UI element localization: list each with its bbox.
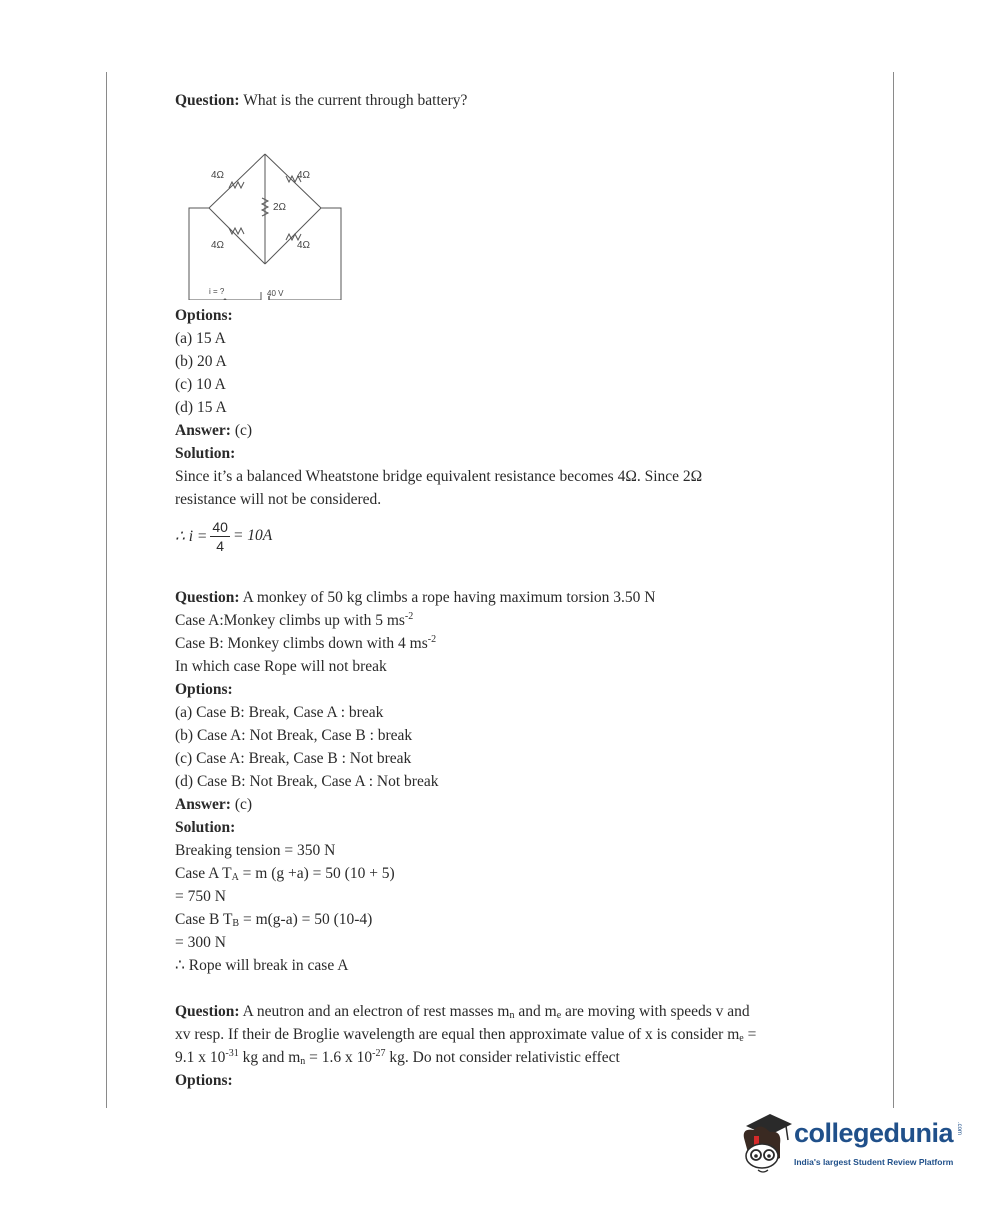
collegedunia-logo — [736, 1108, 968, 1182]
q2-option-a: (a) Case B: Break, Case A : break — [175, 704, 384, 721]
logo-com: .com — [956, 1122, 962, 1136]
document-body — [175, 89, 845, 1092]
current-label: i = ? — [209, 287, 225, 296]
q3-question-line-1: Question: A neutron and an electron of rest masses $m_n$ and $m_e$ are moving with speeds v and — [175, 1003, 750, 1021]
formula-result: = 10A — [232, 527, 273, 544]
q2-case-b-equation: Case B $T_B = m(g-a) = 50$ (10-4) — [175, 911, 373, 929]
q1-option-b: (b) 20 A — [175, 353, 227, 370]
formula-prefix: ∴ i = — [175, 527, 208, 545]
logo-wordmark: collegedunia — [794, 1118, 954, 1148]
formula-denominator: 4 — [216, 537, 225, 554]
right-margin-line — [893, 72, 894, 1108]
formula-numerator: 40 — [212, 518, 228, 535]
q1-solution-heading: Solution: — [175, 445, 236, 462]
q1-options-heading: Options: — [175, 307, 233, 324]
wheatstone-bridge-circuit — [181, 118, 361, 300]
q2-option-b: (b) Case A: Not Break, Case B : break — [175, 727, 413, 744]
formula-fraction — [210, 518, 230, 555]
q1-solution-line-1: Since it’s a balanced Wheatstone bridge equivalent resistance becomes 4Ω. Since 2Ω — [175, 468, 703, 485]
q3-question-line-2: xv resp. If their de Broglie wavelength are equal then approximate value of x is consider $m_e$ = — [175, 1026, 757, 1044]
q1-question: Question: What is the current through battery? — [175, 92, 468, 109]
q2-option-c: (c) Case A: Break, Case B : Not break — [175, 750, 412, 767]
q2-case-a-equation: Case A $T_A = m$ (g +a) = 50 (10 + 5) — [175, 865, 395, 883]
q2-case-b-result: = 300 N — [175, 934, 226, 951]
q1-formula — [175, 513, 845, 559]
q2-conclusion: ∴ Rope will break in case A — [175, 957, 349, 974]
q1-option-a: (a) 15 A — [175, 330, 226, 347]
q2-solution-heading: Solution: — [175, 819, 236, 836]
q2-options-heading: Options: — [175, 681, 233, 698]
q3-question-line-3: 9.1 x $10^{-31}$ kg and $m_n = 1.6$ x $10^{-27}$ kg. Do not consider relativistic effect — [175, 1048, 620, 1067]
q2-question: Question: A monkey of 50 kg climbs a rope having maximum torsion 3.50 N — [175, 589, 656, 606]
q2-prompt: In which case Rope will not break — [175, 658, 387, 675]
resistor-bottom-left-label: 4Ω — [211, 240, 225, 251]
left-margin-line — [106, 72, 107, 1108]
q1-option-c: (c) 10 A — [175, 376, 226, 393]
q2-breaking-tension: Breaking tension = 350 N — [175, 842, 336, 859]
q2-answer: Answer: (c) — [175, 796, 253, 813]
q2-option-d: (d) Case B: Not Break, Case A : Not break — [175, 773, 439, 790]
q3-options-heading: Options: — [175, 1072, 233, 1089]
q1-solution-line-2: resistance will not be considered. — [175, 491, 382, 508]
q2-case-a: Case A:Monkey climbs up with 5 $ms^{-2}$ — [175, 611, 414, 629]
q1-option-d: (d) 15 A — [175, 399, 227, 416]
resistor-middle-label: 2Ω — [273, 202, 287, 213]
q2-case-b: Case B: Monkey climbs down with 4 $ms^{-2}$ — [175, 634, 437, 652]
mascot-icon — [736, 1108, 794, 1182]
resistor-bottom-right-label: 4Ω — [297, 240, 311, 251]
q1-answer: Answer: (c) — [175, 422, 253, 439]
voltage-label: 40 V — [267, 289, 284, 298]
logo-tagline: India's largest Student Review Platform — [794, 1157, 954, 1167]
resistor-top-left-label: 4Ω — [211, 170, 225, 181]
resistor-top-right-label: 4Ω — [297, 170, 311, 181]
q2-case-a-result: = 750 N — [175, 888, 226, 905]
